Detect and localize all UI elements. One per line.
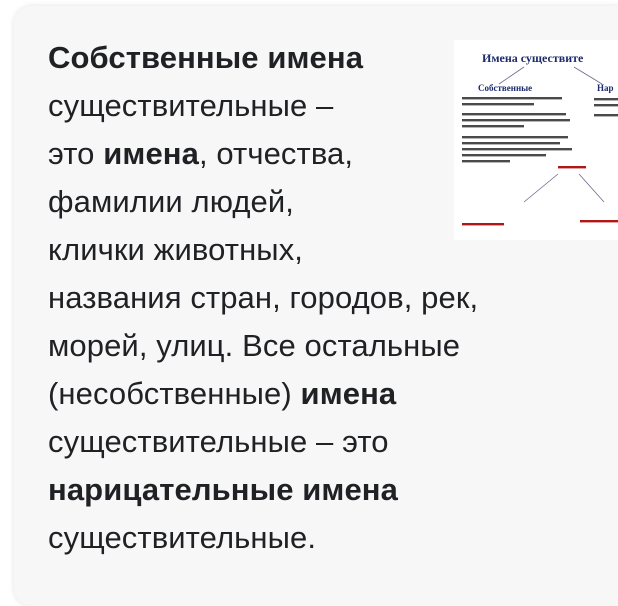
text-line-7: морей, улиц. Все остальные (48, 328, 461, 363)
diagram-arrow (574, 67, 602, 84)
text-line-5: клички животных, (48, 232, 304, 267)
thumbnail-left-header: Собственные (478, 83, 533, 93)
text-line-10 (48, 466, 568, 514)
thumbnail-red-label (558, 166, 586, 168)
thumbnail-red-label (462, 223, 504, 225)
text-segment: (несобственные) (48, 376, 301, 411)
diagram-arrow (579, 174, 604, 202)
text-line-11: существительные. (48, 520, 317, 555)
text-segment: , отчества, (198, 136, 354, 171)
thumbnail-right-column-text (594, 98, 618, 116)
thumbnail-red-label (580, 220, 618, 222)
bold-term-proper-nouns: Собственные имена (48, 40, 364, 75)
thumbnail-right-header: Нар (597, 83, 614, 93)
bold-term-common-nouns: нарицательные имена (48, 472, 398, 507)
diagram-thumbnail[interactable] (454, 40, 618, 240)
diagram-thumbnail-image (454, 40, 618, 240)
thumbnail-left-column-text (462, 97, 572, 162)
text-line-6: названия стран, городов, рек, (48, 280, 479, 315)
thumbnail-title: Имена существите (482, 51, 584, 65)
text-segment: это (48, 136, 104, 171)
text-line-8 (48, 370, 568, 418)
diagram-arrow (499, 67, 524, 84)
text-line-4: фамилии людей, (48, 184, 295, 219)
diagram-arrow (524, 174, 558, 202)
text-line-9: существительные – это (48, 424, 389, 459)
text-line-2: существительные – (48, 88, 334, 123)
bold-term-names: имена (103, 136, 199, 171)
bold-term-names-2: имена (300, 376, 397, 411)
